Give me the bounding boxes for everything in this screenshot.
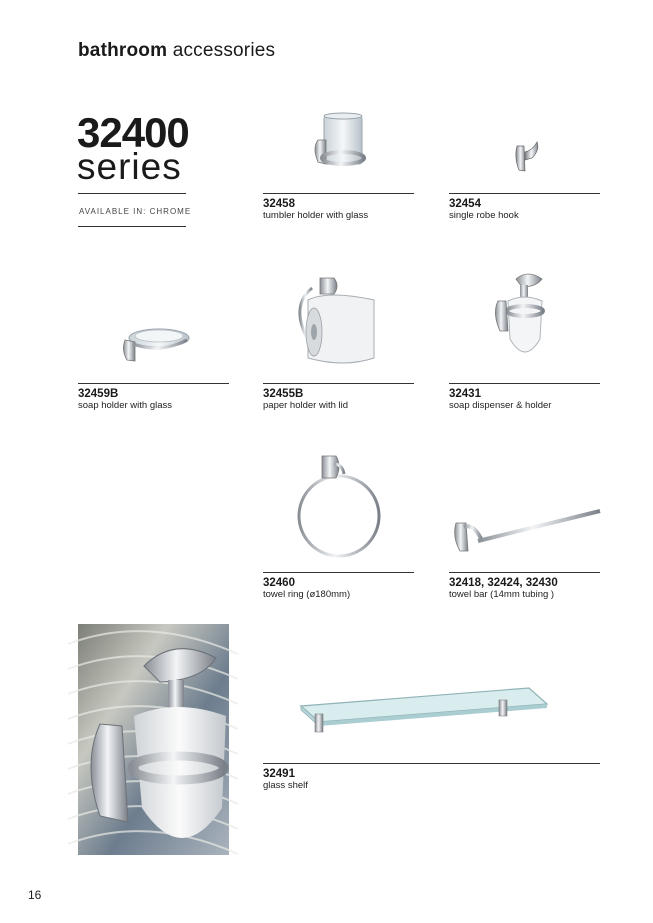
divider — [263, 383, 414, 384]
divider — [78, 383, 229, 384]
header-bold: bathroom — [78, 40, 168, 61]
product-code: 32459B — [78, 388, 119, 400]
product-desc: soap holder with glass — [78, 400, 172, 411]
product-desc: single robe hook — [449, 210, 519, 221]
tumbler-holder-image — [312, 112, 372, 182]
towel-bar-image — [452, 505, 600, 555]
availability-note: AVAILABLE IN: CHROME — [79, 207, 192, 216]
dispenser-closeup-photo — [78, 624, 229, 855]
product-caption — [263, 769, 308, 791]
product-caption — [263, 578, 350, 600]
divider — [263, 193, 414, 194]
product-caption — [263, 199, 368, 221]
product-caption — [78, 389, 172, 411]
product-code: 32455B — [263, 388, 304, 400]
product-desc: paper holder with lid — [263, 400, 349, 411]
series-word: series — [77, 146, 182, 187]
divider — [449, 572, 600, 573]
divider — [263, 572, 414, 573]
product-desc: towel ring (ø180mm) — [263, 589, 351, 600]
header-rest: accessories — [167, 40, 276, 61]
product-code: 32431 — [449, 388, 481, 400]
divider — [449, 193, 600, 194]
product-code: 32491 — [263, 768, 295, 780]
product-code: 32454 — [449, 198, 481, 210]
product-caption — [263, 389, 348, 411]
product-desc: towel bar (14mm tubing ) — [449, 589, 555, 600]
glass-shelf-image — [299, 686, 549, 738]
robe-hook-image — [514, 140, 540, 174]
soap-dispenser-image — [494, 271, 548, 367]
product-code: 32458 — [263, 198, 295, 210]
product-desc: glass shelf — [263, 780, 308, 791]
divider — [78, 193, 186, 194]
product-caption — [449, 389, 551, 411]
product-desc: tumbler holder with glass — [263, 210, 369, 221]
page-header — [78, 40, 275, 62]
product-desc: soap dispenser & holder — [449, 400, 552, 411]
product-caption — [449, 199, 519, 221]
product-caption — [449, 578, 558, 600]
towel-ring-image — [296, 450, 386, 560]
series-number: 32400 — [77, 109, 189, 156]
divider — [78, 226, 186, 227]
divider — [263, 763, 600, 764]
soap-holder-image — [119, 324, 191, 364]
paper-holder-image — [292, 270, 382, 370]
product-code: 32418, 32424, 32430 — [449, 577, 558, 589]
product-code: 32460 — [263, 577, 295, 589]
divider — [449, 383, 600, 384]
page-number: 16 — [28, 888, 42, 902]
